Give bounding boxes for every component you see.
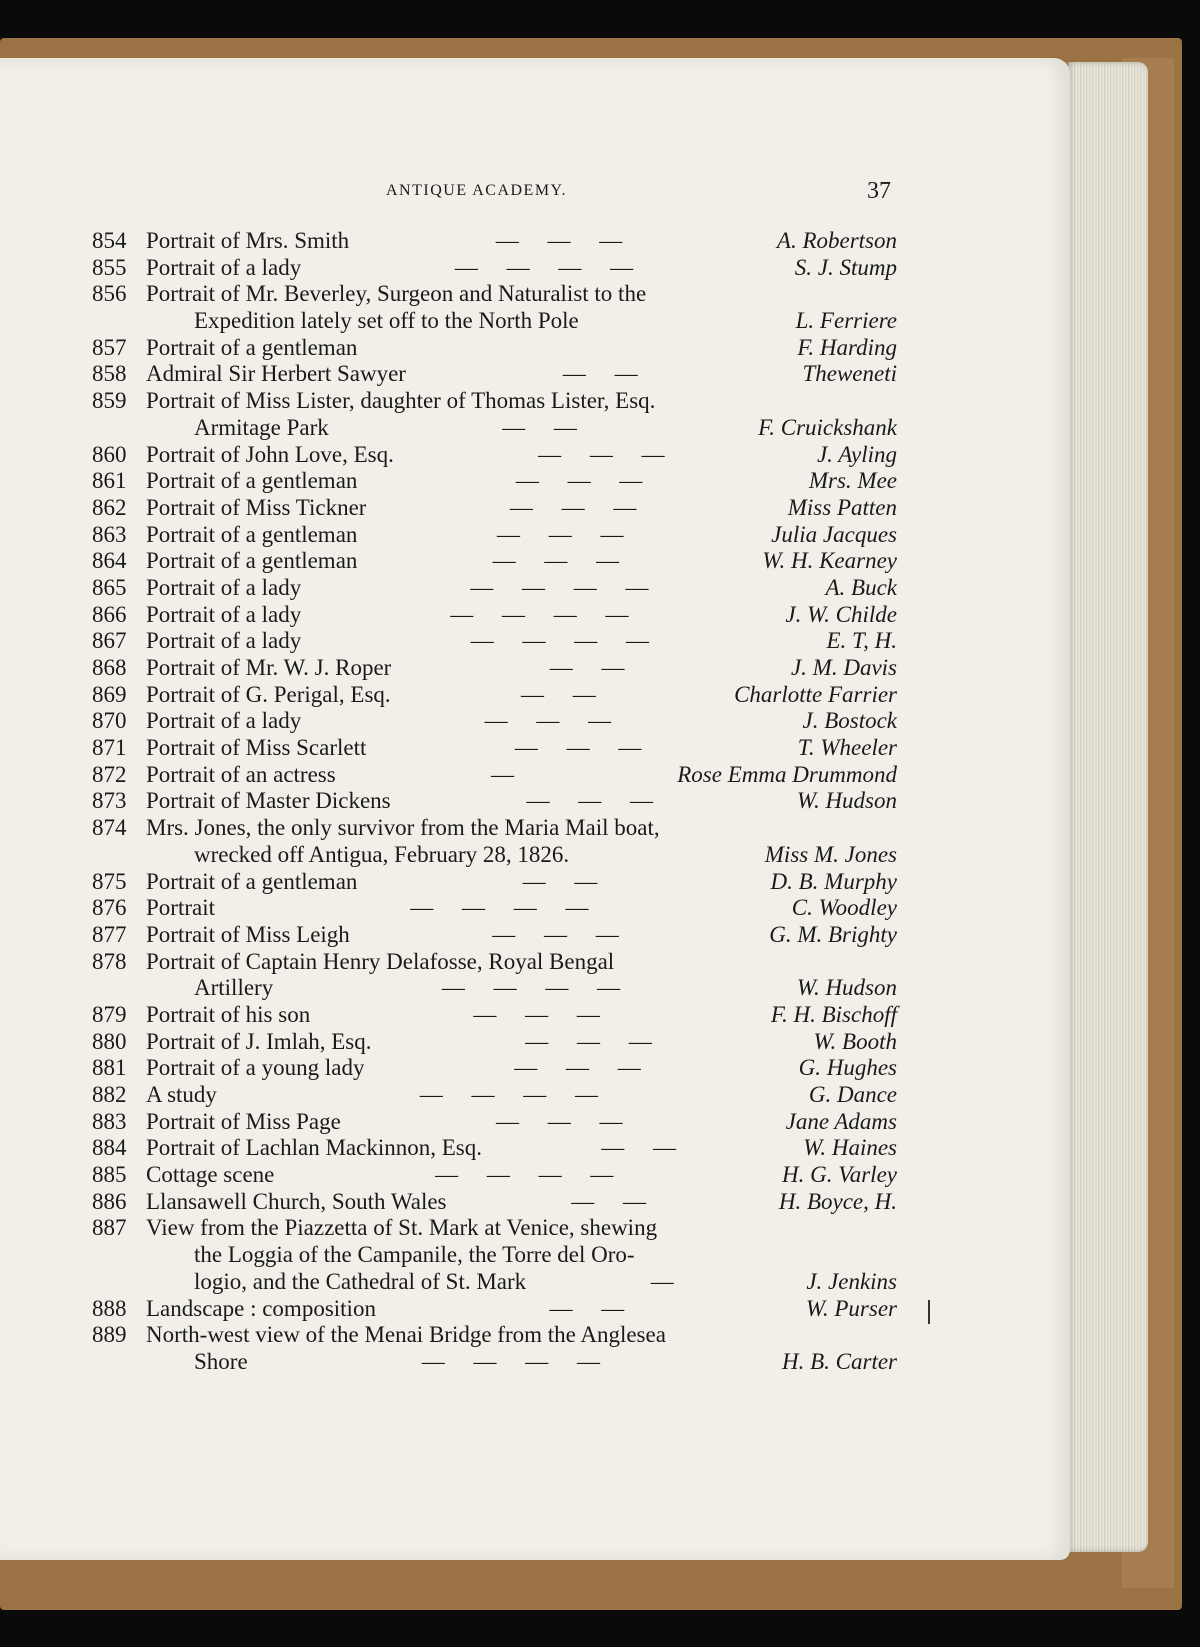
entry-artist: G. Dance [808,1082,897,1107]
entry-artist: G. Hughes [798,1055,897,1081]
catalogue-line [92,442,897,469]
catalogue-line [92,495,897,522]
entry-title: Cottage scene [146,1162,275,1188]
entry-number: 889 [92,1322,127,1348]
entry-number: 869 [92,681,127,707]
entry-title: Portrait of a gentleman [146,334,358,360]
entry-artist: J. Ayling [816,441,897,467]
entry-dashes: — — — [509,494,637,520]
entry-artist: J. Jenkins [806,1268,897,1294]
entry-number: 864 [92,548,127,574]
entry-title: Portrait of Miss Scarlett [146,735,367,761]
entry-dashes: — — [549,655,625,680]
catalogue-line [92,1029,897,1056]
entry-number: 858 [92,361,127,387]
entry-number: 879 [92,1001,127,1027]
entry-title: Armitage Park [194,414,329,440]
entry-title: Portrait of a young lady [146,1055,365,1081]
entry-number: 886 [92,1188,127,1214]
entry-number: 856 [92,281,127,307]
catalogue-line [92,682,897,709]
entry-title: Portrait of a gentleman [146,468,358,494]
entry-number: 872 [92,761,127,787]
entry-title: Portrait of a lady [146,628,302,654]
entry-number: 871 [92,735,127,761]
entry-number: 882 [92,1082,127,1107]
catalogue-line [92,1322,897,1349]
entry-dashes: — [490,761,514,787]
entry-title: Portrait of a lady [146,574,302,600]
entry-number: 859 [92,388,127,414]
entry-title: Portrait of a lady [146,601,302,627]
entry-number: 883 [92,1108,127,1134]
entry-artist: Charlotte Farrier [734,681,897,707]
entry-dashes: — — [601,1135,676,1161]
entry-title: Portrait of G. Perigal, Esq. [146,681,391,707]
entry-dashes: — — — — [441,975,621,1001]
catalogue-line [92,869,897,896]
entry-dashes: — — — [492,921,619,947]
catalogue-line [92,255,897,282]
entry-dashes: — — [522,868,598,894]
entry-number: 860 [92,441,127,467]
catalogue-line [92,281,897,308]
catalogue-line [92,922,897,949]
entry-dashes: — — — — [470,574,649,600]
catalogue-line [92,1349,897,1376]
catalogue-line [92,788,897,815]
entry-title: Portrait [146,895,215,921]
catalogue-line [92,1082,897,1109]
entry-title: Admiral Sir Herbert Sawyer [146,361,406,387]
entry-number: 867 [92,628,127,654]
catalogue-line [92,762,897,789]
entry-number: 888 [92,1295,127,1321]
entry-artist: A. Buck [825,574,897,600]
entry-dashes: — — — [497,521,624,547]
entry-artist: W. Booth [813,1028,897,1054]
entry-artist: Jane Adams [785,1108,897,1134]
catalogue-line [92,1242,897,1269]
entry-dashes: — — [502,414,577,440]
entry-dashes: — — — [473,1001,600,1027]
entry-dashes: — [650,1268,674,1294]
entry-dashes: — — — — [421,1348,600,1374]
entry-artist: D. B. Murphy [770,868,897,894]
entry-number: 887 [92,1215,127,1241]
entry-dashes: — — [549,1295,625,1321]
catalogue-line [92,1055,897,1082]
catalogue-line [92,628,897,655]
entry-number: 876 [92,895,127,921]
catalogue-entries [92,228,897,1376]
catalogue-line [92,1189,897,1216]
entry-title: Portrait of an actress [146,761,336,787]
catalogue-line [92,975,897,1002]
entry-number: 884 [92,1135,127,1161]
entry-artist: J. Bostock [802,708,897,734]
catalogue-line [92,602,897,629]
entry-number: 855 [92,254,127,280]
entry-artist: W. Purser [805,1295,897,1321]
catalogue-line [92,735,897,762]
entry-artist: H. Boyce, H. [778,1188,897,1214]
entry-dashes: — — [571,1188,647,1214]
entry-dashes: — — — [515,468,643,494]
entry-artist: A. Robertson [776,228,897,253]
entry-dashes: — — — [495,228,623,253]
catalogue-line [92,949,897,976]
entry-title: Portrait of John Love, Esq. [146,441,394,467]
entry-number: 878 [92,948,127,974]
entry-number: 875 [92,868,127,894]
entry-artist: W. H. Kearney [762,548,897,574]
entry-artist: Julia Jacques [771,521,897,547]
entry-title: Portrait of Mrs. Smith [146,228,350,253]
entry-title: Portrait of Captain Henry Delafosse, Royal Bengal [146,948,615,974]
entry-dashes: — — — — [419,1082,599,1107]
running-header: ANTIQUE ACADEMY. [386,182,568,199]
entry-number: 877 [92,921,127,947]
margin-mark [928,1300,930,1324]
entry-title: A study [146,1082,217,1107]
catalogue-line [92,361,897,388]
entry-dashes: — — — [495,1108,623,1134]
entry-artist: F. Harding [797,334,897,360]
catalogue-line [92,1135,897,1162]
entry-title: Portrait of Mr. Beverley, Surgeon and Naturalist to the [146,281,647,307]
entry-dashes: — — — — [470,628,649,654]
entry-title: Llansawell Church, South Wales [146,1188,447,1214]
entry-dashes: — — — [525,1028,652,1054]
entry-title: Landscape : composition [146,1295,376,1321]
catalogue-line [92,1269,897,1296]
page-edges [1068,62,1148,1552]
entry-dashes: — — — [492,548,620,574]
catalogue-line [92,708,897,735]
entry-number: 870 [92,708,127,734]
entry-dashes: — — — [484,708,612,734]
entry-artist: F. Cruickshank [758,414,897,440]
entry-title: Portrait of a gentleman [146,868,358,894]
catalogue-line [92,548,897,575]
entry-title: Portrait of J. Imlah, Esq. [146,1028,372,1054]
entry-number: 857 [92,334,127,360]
entry-dashes: — — — — [435,1162,614,1188]
page-number: 37 [867,178,891,204]
catalogue-line [92,1002,897,1029]
entry-dashes: — — [562,361,638,387]
entry-number: 863 [92,521,127,547]
entry-title: Portrait of Miss Page [146,1108,341,1134]
catalogue-line [92,415,897,442]
entry-artist: H. G. Varley [782,1162,897,1188]
entry-number: 854 [92,228,127,253]
entry-artist: E. T, H. [826,628,897,654]
entry-title: wrecked off Antigua, February 28, 1826. [194,841,570,867]
entry-dashes: — — [520,681,596,707]
entry-number: 866 [92,601,127,627]
entry-dashes: — — — [514,1055,641,1081]
entry-artist: Rose Emma Drummond [677,761,897,787]
entry-artist: W. Hudson [796,975,897,1001]
entry-artist: Theweneti [802,361,897,387]
entry-title: Portrait of a gentleman [146,548,358,574]
entry-number: 885 [92,1162,127,1188]
entry-artist: J. M. Davis [790,655,897,680]
entry-number: 880 [92,1028,127,1054]
entry-title: Portrait of a lady [146,254,302,280]
entry-title: Shore [194,1348,248,1374]
entry-dashes: — — — — [450,601,629,627]
entry-number: 881 [92,1055,127,1081]
catalogue-line [92,468,897,495]
entry-artist: C. Woodley [791,895,897,921]
catalogue-line [92,1296,897,1323]
entry-title: Portrait of a gentleman [146,521,358,547]
catalogue-line [92,1109,897,1136]
entry-title: Portrait of Miss Lister, daughter of Thomas Lister, Esq. [146,388,656,414]
entry-artist: Mrs. Mee [808,468,897,494]
catalogue-line [92,815,897,842]
entry-dashes: — — — [538,441,665,467]
entry-number: 865 [92,574,127,600]
entry-number: 868 [92,655,127,680]
catalogue-line [92,1162,897,1189]
catalogue-line [92,335,897,362]
entry-number: 861 [92,468,127,494]
entry-artist: Miss Patten [787,494,897,520]
entry-title: Expedition lately set off to the North Pole [194,308,579,334]
entry-artist: W. Hudson [796,788,897,814]
catalogue-line [92,388,897,415]
entry-dashes: — — — — [410,895,589,921]
entry-artist: W. Haines [803,1135,897,1161]
catalogue-line [92,895,897,922]
entry-title: Portrait of Miss Leigh [146,921,350,947]
entry-artist: F. H. Bischoff [770,1001,897,1027]
entry-artist: G. M. Brighty [769,921,897,947]
entry-number: 862 [92,494,127,520]
entry-title: the Loggia of the Campanile, the Torre del Oro- [194,1242,635,1268]
entry-dashes: — — — — [454,254,634,280]
entry-title: View from the Piazzetta of St. Mark at Venice, shewing [146,1215,658,1241]
entry-artist: S. J. Stump [794,254,897,280]
entry-title: Portrait of Miss Tickner [146,494,367,520]
entry-title: Artillery [194,975,274,1001]
entry-artist: J. W. Childe [785,601,897,627]
entry-title: North-west view of the Menai Bridge from the Anglesea [146,1322,666,1348]
entry-number: 873 [92,788,127,814]
catalogue-line [92,842,897,869]
catalogue-line [92,228,897,255]
catalogue-line [92,308,897,335]
catalogue-line [92,1215,897,1242]
catalogue-line [92,655,897,682]
entry-artist: L. Ferriere [795,308,897,334]
entry-artist: T. Wheeler [797,735,897,761]
entry-title: logio, and the Cathedral of St. Mark [194,1268,527,1294]
entry-title: Portrait of Master Dickens [146,788,391,814]
entry-number: 874 [92,815,127,841]
entry-title: Portrait of Mr. W. J. Roper [146,655,392,680]
entry-dashes: — — — [514,735,642,761]
entry-title: Mrs. Jones, the only survivor from the Maria Mail boat, [146,815,660,841]
entry-artist: H. B. Carter [782,1348,897,1374]
entry-artist: Miss M. Jones [764,841,897,867]
entry-title: Portrait of his son [146,1001,311,1027]
entry-title: Portrait of a lady [146,708,302,734]
entry-title: Portrait of Lachlan Mackinnon, Esq. [146,1135,482,1161]
catalogue-line [92,522,897,549]
catalogue-line [92,575,897,602]
entry-dashes: — — — [526,788,654,814]
